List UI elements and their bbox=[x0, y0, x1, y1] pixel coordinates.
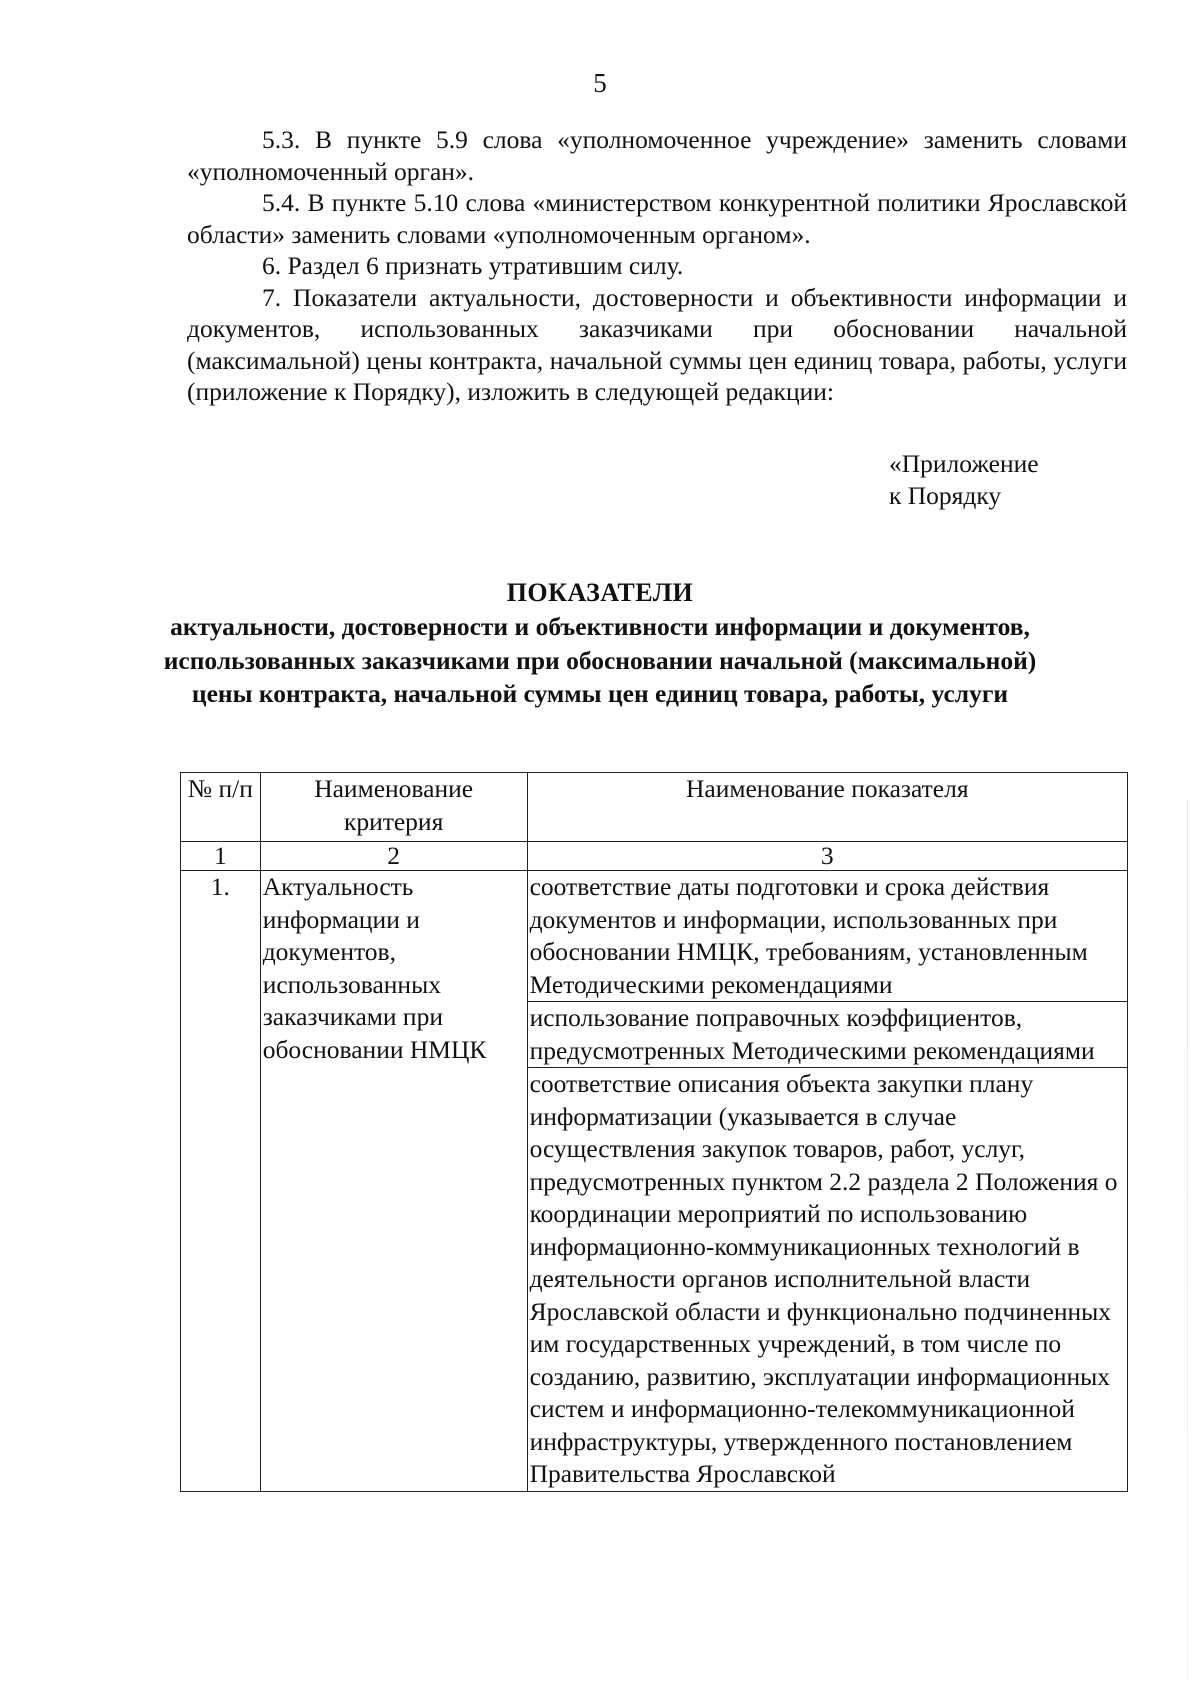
appendix-reference bbox=[889, 448, 1039, 512]
header-indicator: Наименование показателя bbox=[527, 773, 1127, 842]
paragraph-5-4: 5.4. В пункте 5.10 слова «министерством конкурентной политики Ярославской области» заменить словами «уполномоченным органом». bbox=[187, 188, 1127, 249]
indicator-cell: соответствие даты подготовки и срока действия документов и информации, использованных при обосновании НМЦК, требованиям, установленным Методическими рекомендациями bbox=[527, 871, 1127, 1002]
document-subtitle: актуальности, достоверности и объективности информации и документов, использованных заказчиками при обосновании начальной (максимальной) цены контракта, начальной суммы цен единиц товара, работы, услуги bbox=[163, 612, 1037, 708]
header-criterion: Наименование критерия bbox=[260, 773, 527, 842]
row-criterion: Актуальность информации и документов, использованных заказчиками при обосновании НМЦК bbox=[260, 871, 527, 1492]
paragraph-6: 6. Раздел 6 признать утратившим силу. bbox=[262, 251, 684, 280]
document-title-block bbox=[150, 576, 1050, 711]
table-header-row bbox=[181, 773, 1128, 842]
column-index-1: 1 bbox=[181, 842, 261, 871]
paragraph-5-3: 5.3. В пункте 5.9 слова «уполномоченное учреждение» заменить словами «уполномоченный орган». bbox=[187, 125, 1127, 186]
document-title: ПОКАЗАТЕЛИ bbox=[506, 578, 694, 607]
indicator-cell: использование поправочных коэффициентов, предусмотренных Методическими рекомендациями bbox=[527, 1002, 1127, 1068]
paragraph-7: 7. Показатели актуальности, достоверности и объективности информации и документов, использованных заказчиками при обосновании начальной (максимальной) цены контракта, начальной суммы цен единиц товара, работы, услуги (приложение к Порядку), изложить в следующей редакции: bbox=[187, 282, 1127, 406]
column-index-2: 2 bbox=[260, 842, 527, 871]
indicator-cell: соответствие описания объекта закупки плану информатизации (указывается в случае осуществления закупок товаров, работ, услуг, предусмотренных пунктом 2.2 раздела 2 Положения о координации мероприятий по использованию информационно-коммуникационных технологий в деятельности органов исполнительной власти Ярославской области и функционально подчиненных им государственных учреждений, в том числе по созданию, развитию, эксплуатации информационных систем и информационно-телекоммуникационной инфраструктуры, утвержденного постановлением Правительства Ярославской bbox=[527, 1068, 1127, 1492]
criteria-table bbox=[180, 772, 1128, 1492]
table-index-row bbox=[181, 842, 1128, 871]
scan-edge-line bbox=[1187, 800, 1188, 1680]
row-number: 1. bbox=[181, 871, 261, 1492]
table-row bbox=[181, 871, 1128, 1002]
page-number: 5 bbox=[593, 68, 607, 98]
column-index-3: 3 bbox=[527, 842, 1127, 871]
appendix-line-1: «Приложение bbox=[889, 449, 1039, 478]
appendix-line-2: к Порядку bbox=[889, 481, 1002, 510]
header-num: № п/п bbox=[181, 773, 261, 842]
body-text bbox=[187, 124, 1127, 408]
